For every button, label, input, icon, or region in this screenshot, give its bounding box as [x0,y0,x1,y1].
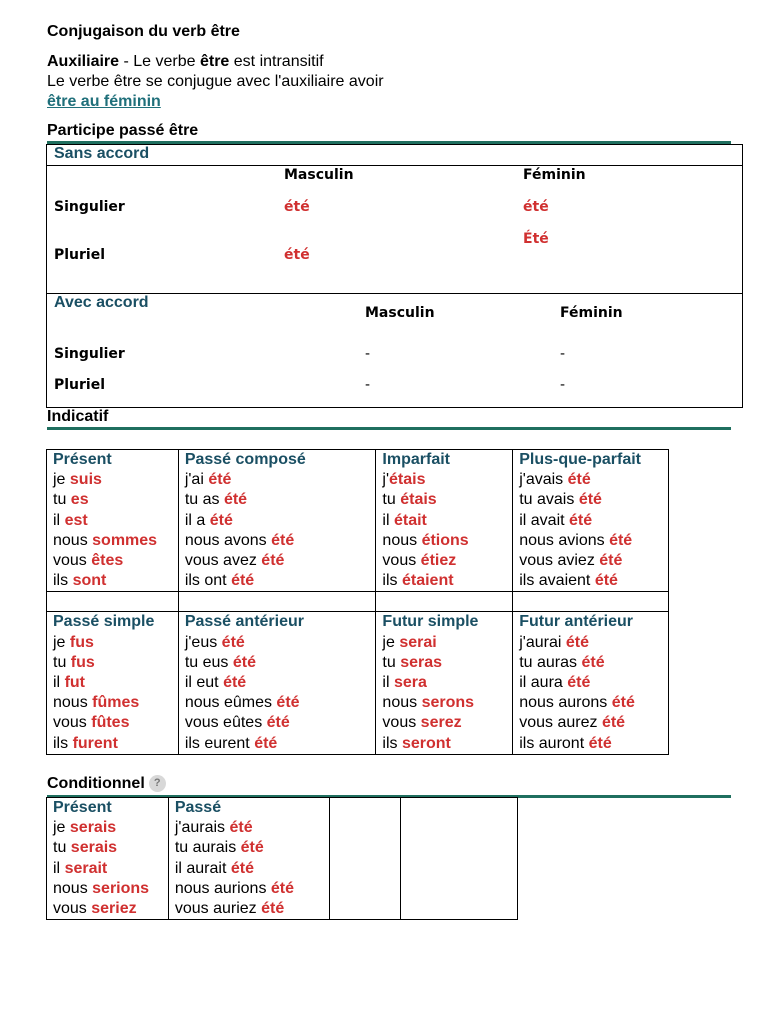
verb-form: serions [92,879,150,897]
pronoun: nous aurons [519,694,612,712]
conjugation-line [53,551,172,571]
conjugation-line [53,653,172,673]
pronoun: ils [382,572,402,590]
verb-form: été [567,471,591,489]
pronoun: nous [53,879,93,897]
pronoun: tu auras [519,653,582,671]
conjugation-line [382,653,506,673]
tense-title: Passé [174,799,222,816]
pronoun: nous avions [519,531,610,549]
pronoun: vous [53,552,92,570]
sans-row-singulier: Singulier [54,199,125,215]
table-divider [47,293,742,294]
tense-title: Imparfait [382,451,450,468]
conjugation-line [382,734,506,754]
verb-form: été [588,734,612,752]
verb-form: sommes [92,531,158,549]
pronoun: ils auront [519,734,589,752]
pronoun: vous aurez [519,714,602,732]
pronoun: il [53,674,65,692]
conjugation-line [519,693,662,713]
pronoun: vous [382,714,421,732]
conjugation-line [53,511,172,531]
conjugation-line [382,531,506,551]
tense-cell [47,612,179,754]
pronoun: tu [53,653,71,671]
empty-cell [376,592,513,612]
verb-form: été [594,572,618,590]
pronoun: tu avais [519,491,579,509]
verb-form: seront [401,734,451,752]
conjugation-line [53,470,172,490]
verb-form: été [261,552,285,570]
verb-form: suis [69,471,102,489]
conjugation-note: Le verbe être se conjugue avec l'auxiliaire avoir [47,73,384,90]
pronoun: j'eus [184,633,222,651]
conjugation-line [53,899,162,919]
conjugation-line [175,859,323,879]
avec-sing-fem: - [560,346,566,362]
conditionnel-heading [47,775,166,793]
tense-title: Présent [53,799,112,816]
pronoun: j'aurai [519,633,566,651]
feminine-link[interactable]: être au féminin [47,93,161,110]
conjugation-line [185,693,370,713]
conjugation-line [519,633,662,653]
pronoun: nous [53,531,93,549]
verb-form: seras [400,653,443,671]
pronoun: vous avez [184,552,262,570]
tense-cell [376,612,513,754]
pronoun: vous [53,714,92,732]
tense-cell [168,798,329,920]
tense-title: Plus-que-parfait [519,451,642,468]
conjugation-line [185,531,370,551]
avec-accord-title: Avec accord [54,294,149,311]
pronoun: tu [382,653,401,671]
verb-form: été [223,674,247,692]
sans-plur-masc: été [284,247,310,263]
conjugation-line [382,693,506,713]
pronoun: nous [382,531,422,549]
verb-form: été [609,531,633,549]
conjugation-line [175,879,323,899]
pronoun: ils avaient [519,572,595,590]
verb-form: été [270,879,295,897]
conjugation-line [53,818,162,838]
spacer-row [47,592,669,612]
auxiliary-line [47,53,324,71]
page-title: Conjugaison du verb être [47,23,240,40]
conjugation-line [185,713,370,733]
verb-form: été [232,653,256,671]
verb-form: été [261,900,285,918]
verb-form: es [70,491,89,509]
verb-form: fûtes [91,714,130,732]
pronoun: vous auriez [174,900,262,918]
verb-form: était [393,511,427,529]
verb-form: êtes [91,552,124,570]
conjugation-line [185,511,370,531]
pronoun: vous [382,552,421,570]
pronoun: j'ai [184,471,209,489]
auxiliary-rest: est intransitif [229,53,324,70]
pronoun: tu as [184,491,224,509]
conjugation-line [53,673,172,693]
section-divider [47,427,731,430]
conjugation-line [519,713,662,733]
verb-form: seriez [91,900,137,918]
indicatif-row-1 [47,450,669,592]
tense-cell [47,450,179,592]
conjugation-line [382,551,506,571]
tense-title: Futur antérieur [519,613,634,631]
tense-title: Passé antérieur [184,613,304,631]
verb-form: serais [69,819,117,837]
tense-cell [513,612,669,754]
conditionnel-table [46,797,518,920]
verb-form: serait [64,859,108,877]
conjugation-line [519,470,662,490]
verb-form: été [230,859,254,877]
conjugation-line [53,838,162,858]
sans-accord-title: Sans accord [54,145,150,162]
pronoun: il a [184,511,210,529]
pronoun: ils [382,734,402,752]
conjugation-line [175,899,323,919]
conjugation-line [53,571,172,591]
pronoun: nous avons [184,531,272,549]
verb-form: sera [393,674,427,692]
verb-form: été [231,572,255,590]
participle-heading: Participe passé être [47,122,199,139]
verb-form: fus [70,653,95,671]
pronoun: ils [53,572,73,590]
empty-cell [178,592,376,612]
verb-form: été [240,839,264,857]
verb-form: été [221,633,245,651]
conjugation-line [382,511,506,531]
pronoun: tu [53,839,71,857]
avec-col-feminin: Féminin [560,305,623,321]
pronoun: ils [53,734,73,752]
conjugation-line [53,531,172,551]
empty-cell [513,592,669,612]
pronoun: vous aviez [519,552,600,570]
avec-row-pluriel: Pluriel [54,377,106,393]
verb-form: serons [421,694,475,712]
avec-col-masculin: Masculin [365,305,435,321]
conjugation-line [53,490,172,510]
pronoun: tu [53,491,71,509]
verb-form: été [581,653,605,671]
conjugation-line [185,551,370,571]
verb-form: été [599,552,623,570]
pronoun: tu eus [184,653,233,671]
auxiliary-verb: être [199,53,230,70]
pronoun: il [53,859,65,877]
verb-form: fut [64,674,85,692]
conditionnel-label: Conditionnel [47,775,145,792]
verb-form: été [578,491,602,509]
help-icon[interactable]: ? [149,775,166,792]
auxiliary-label: Auxiliaire [47,53,120,70]
verb-form: été [223,491,248,509]
pronoun: il aura [519,674,568,692]
conditionnel-row [47,798,518,920]
tense-cell [513,450,669,592]
verb-form: été [254,734,278,752]
verb-form: est [64,511,88,529]
conjugation-line [53,859,162,879]
tense-title: Passé composé [184,451,306,468]
avec-sing-masc: - [365,346,371,362]
verb-form: serai [399,633,437,651]
indicatif-row-2 [47,612,669,754]
participle-table [46,144,743,408]
conjugation-line [185,490,370,510]
verb-form: sont [72,572,107,590]
pronoun: je [53,819,70,837]
indicatif-heading: Indicatif [47,408,109,425]
conjugation-line [382,713,506,733]
verb-form: été [569,511,593,529]
indicatif-table [46,449,669,755]
conjugation-line [175,838,323,858]
tense-title: Futur simple [382,613,479,631]
conjugation-line [53,713,172,733]
pronoun: il eut [184,674,224,692]
conjugation-line [185,734,370,754]
verb-form: étais [400,491,437,509]
conjugation-line [519,571,662,591]
pronoun: nous [53,694,93,712]
avec-plur-masc: - [365,377,371,393]
conjugation-line [53,633,172,653]
pronoun: il [382,674,394,692]
conjugation-line [185,571,370,591]
verb-form: été [601,714,626,732]
sans-col-masculin: Masculin [284,167,354,183]
pronoun: nous aurions [174,879,271,897]
verb-form: été [611,694,635,712]
sans-sing-masc: été [284,199,310,215]
conjugation-line [382,490,506,510]
pronoun: il [53,511,65,529]
conjugation-line [519,734,662,754]
tense-cell [376,450,513,592]
verb-form: fus [69,633,94,651]
verb-form: été [567,674,591,692]
conjugation-line [519,551,662,571]
pronoun: je [382,633,400,651]
pronoun: il aurait [174,859,231,877]
empty-cell [47,592,179,612]
conjugation-line [175,818,323,838]
conjugation-line [382,673,506,693]
conjugation-line [382,470,506,490]
sans-row-pluriel: Pluriel [54,247,106,263]
auxiliary-sep: - Le verbe [119,53,200,70]
pronoun: ils ont [184,572,232,590]
sans-col-feminin: Féminin [523,167,586,183]
pronoun: nous eûmes [184,694,277,712]
pronoun: vous eûtes [184,714,267,732]
sans-plur-fem: Été [523,231,549,247]
verb-form: fûmes [92,694,140,712]
verb-form: étiez [420,552,457,570]
tense-cell [178,450,376,592]
tense-cell [47,798,169,920]
pronoun: je [53,633,70,651]
verb-form: étaient [401,572,454,590]
tense-title: Présent [53,451,112,468]
verb-form: été [565,633,589,651]
verb-form: furent [72,734,118,752]
table-divider [47,165,742,166]
avec-row-singulier: Singulier [54,346,125,362]
empty-cell [329,798,401,920]
conjugation-line [185,633,370,653]
pronoun: nous [382,694,422,712]
conjugation-line [53,693,172,713]
pronoun: il avait [519,511,570,529]
conjugation-line [519,490,662,510]
pronoun: ils eurent [184,734,255,752]
pronoun: tu aurais [174,839,241,857]
verb-form: été [276,694,300,712]
conjugation-line [53,879,162,899]
conjugation-line [53,734,172,754]
conjugation-line [519,531,662,551]
pronoun: tu [382,491,401,509]
pronoun: j'aurais [174,819,230,837]
conjugation-line [185,673,370,693]
pronoun: je [53,471,70,489]
verb-form: serez [420,714,462,732]
sans-sing-fem: été [523,199,549,215]
pronoun: il [382,511,394,529]
conjugation-line [519,673,662,693]
verb-form: été [208,471,232,489]
conjugation-line [382,571,506,591]
verb-form: serais [70,839,118,857]
verb-form: été [229,819,253,837]
avec-plur-fem: - [560,377,566,393]
pronoun: vous [53,900,92,918]
conjugation-line [519,653,662,673]
empty-cell [401,798,518,920]
verb-form: été [209,511,233,529]
tense-title: Passé simple [53,613,155,631]
verb-form: été [266,714,290,732]
verb-form: étions [421,531,469,549]
tense-cell [178,612,376,754]
conjugation-line [382,633,506,653]
verb-form: étais [389,471,426,489]
conjugation-line [519,511,662,531]
verb-form: été [271,531,295,549]
conjugation-line [185,470,370,490]
conjugation-line [185,653,370,673]
pronoun: j'avais [519,471,568,489]
pronoun: j' [382,471,390,489]
